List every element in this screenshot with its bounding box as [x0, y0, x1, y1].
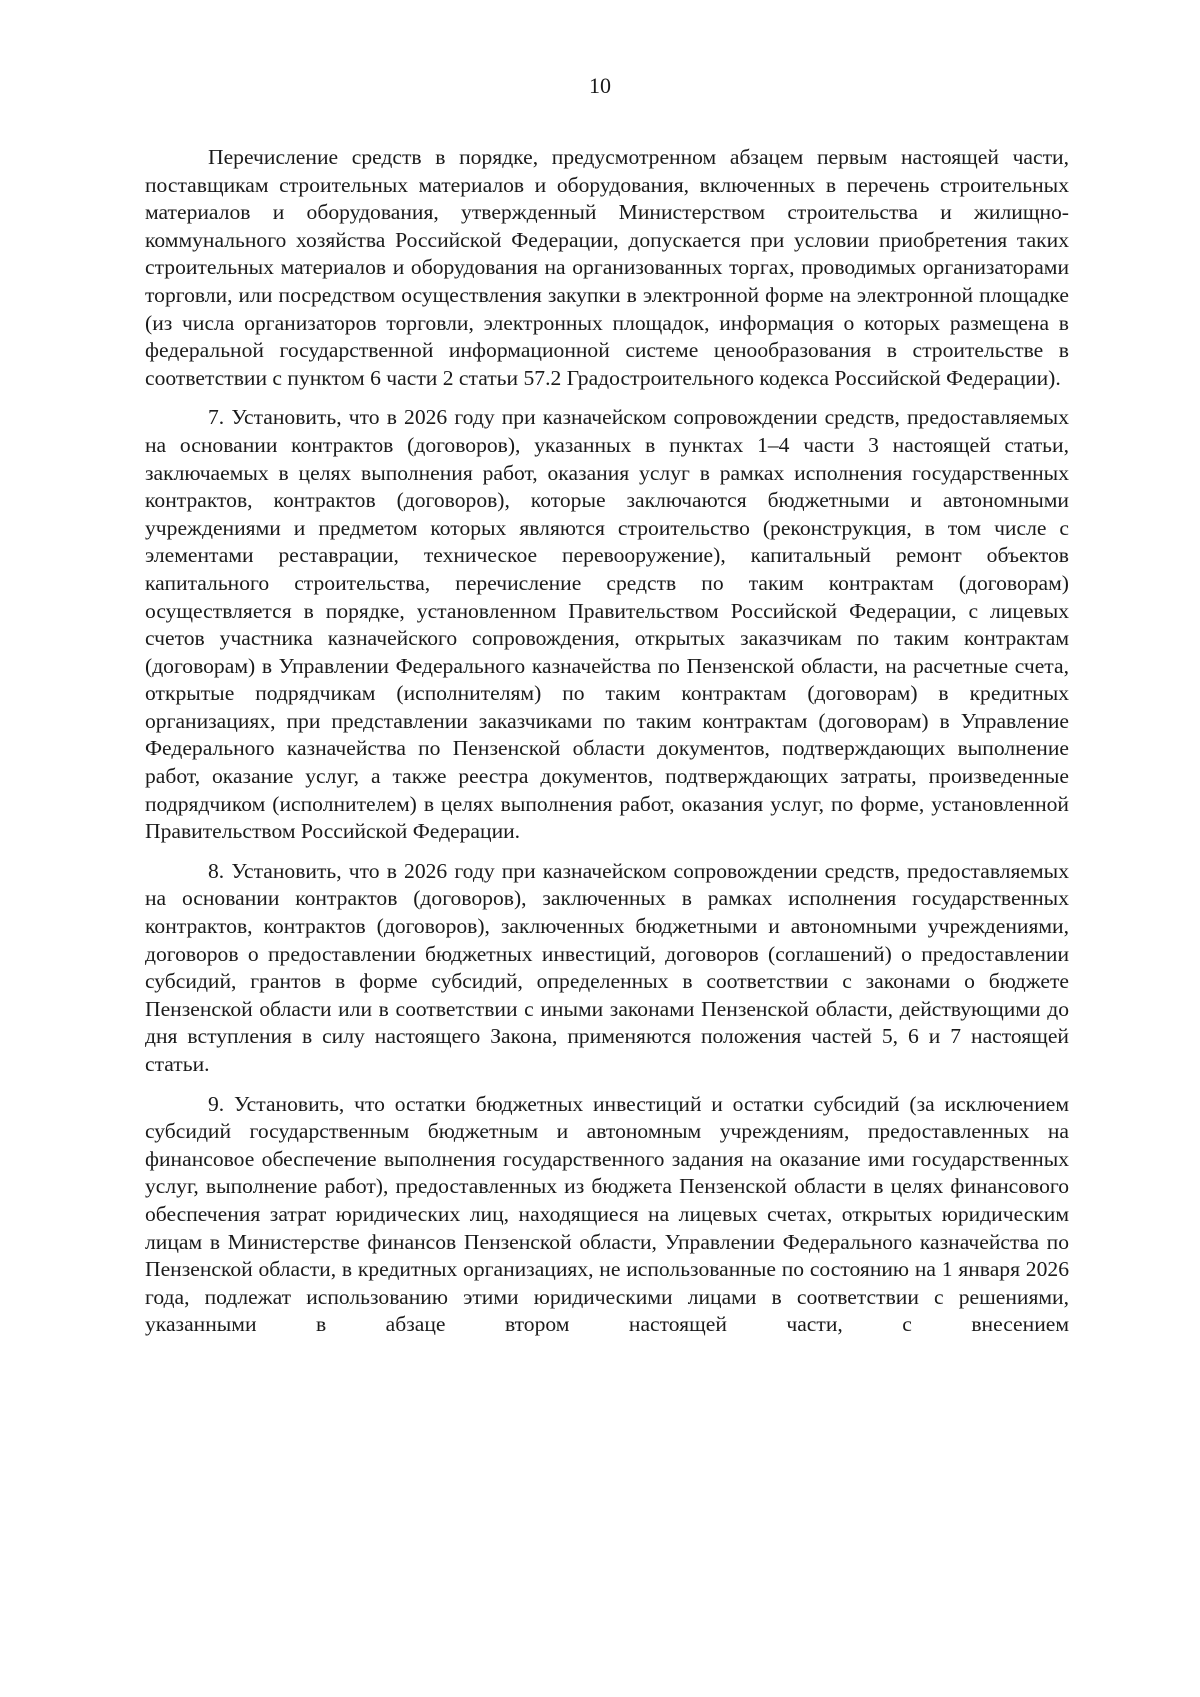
paragraph-item-8: 8. Установить, что в 2026 году при казначейском сопровождении средств, предоставляемых на основании контрактов (договоров), заключенных в рамках исполнения государственных контрактов, контрактов (договоров), заключенных бюджетными и автономными учреждениями, договоров о предоставлении бюджетных инвестиций, договоров (соглашений) о предоставлении субсидий, грантов в форме субсидий, определенных в соответствии с законами о бюджете Пензенской области или в соответствии с иными законами Пензенской области, действующими до дня вступления в силу настоящего Закона, применяются положения частей 5, 6 и 7 настоящей статьи.: [145, 858, 1069, 1076]
paragraph-item-7: 7. Установить, что в 2026 году при казначейском сопровождении средств, предоставляемых на основании контрактов (договоров), указанных в пунктах 1–4 части 3 настоящей статьи, заключаемых в целях выполнения работ, оказания услуг в рамках исполнения государственных контрактов, контрактов (договоров), которые заключаются бюджетными и автономными учреждениями и предметом которых являются строительство (реконструкция, в том числе с элементами реставрации, техническое перевооружение), капитальный ремонт объектов капитального строительства, перечисление средств по таким контрактам (договорам) осуществляется в порядке, установленном Правительством Российской Федерации, с лицевых счетов участника казначейского сопровождения, открытых заказчикам по таким контрактам (договорам) в Управлении Федерального казначейства по Пензенской области, на расчетные счета, открытые подрядчикам (исполнителям) по таким контрактам (договорам) в кредитных организациях, при представлении заказчиками по таким контрактам (договорам) в Управление Федерального казначейства по Пензенской области документов, подтверждающих выполнение работ, оказание услуг, а также реестра документов, подтверждающих затраты, произведенные подрядчиком (исполнителем) в целях выполнения работ, оказания услуг, по форме, установленной Правительством Российской Федерации.: [145, 405, 1069, 844]
document-body: [145, 144, 1069, 1339]
page-number: 10: [589, 73, 611, 98]
paragraph-item-9: 9. Установить, что остатки бюджетных инвестиций и остатки субсидий (за исключением субсидий государственным бюджетным и автономным учреждениям, предоставленных на финансовое обеспечение выполнения государственного задания на оказание ими государственных услуг, выполнение работ), предоставленных из бюджета Пензенской области в целях финансового обеспечения затрат юридических лиц, находящиеся на лицевых счетах, открытых юридическим лицам в Министерстве финансов Пензенской области, Управлении Федерального казначейства по Пензенской области, в кредитных организациях, не использованные по состоянию на 1 января 2026 года, подлежат использованию этими юридическими лицами в соответствии с решениями, указанными в абзаце втором настоящей части, с внесением: [145, 1091, 1069, 1337]
paragraph-transfer-of-funds: Перечисление средств в порядке, предусмотренном абзацем первым настоящей части, поставщикам строительных материалов и оборудования, включенных в перечень строительных материалов и оборудования, утвержденный Министерством строительства и жилищно-коммунального хозяйства Российской Федерации, допускается при условии приобретения таких строительных материалов и оборудования на организованных торгах, проводимых организаторами торговли, или посредством осуществления закупки в электронной форме на электронной площадке (из числа организаторов торговли, электронных площадок, информация о которых размещена в федеральной государственной информационной системе ценообразования в строительстве в соответствии с пунктом 6 части 2 статьи 57.2 Градостроительного кодекса Российской Федерации).: [145, 145, 1069, 390]
